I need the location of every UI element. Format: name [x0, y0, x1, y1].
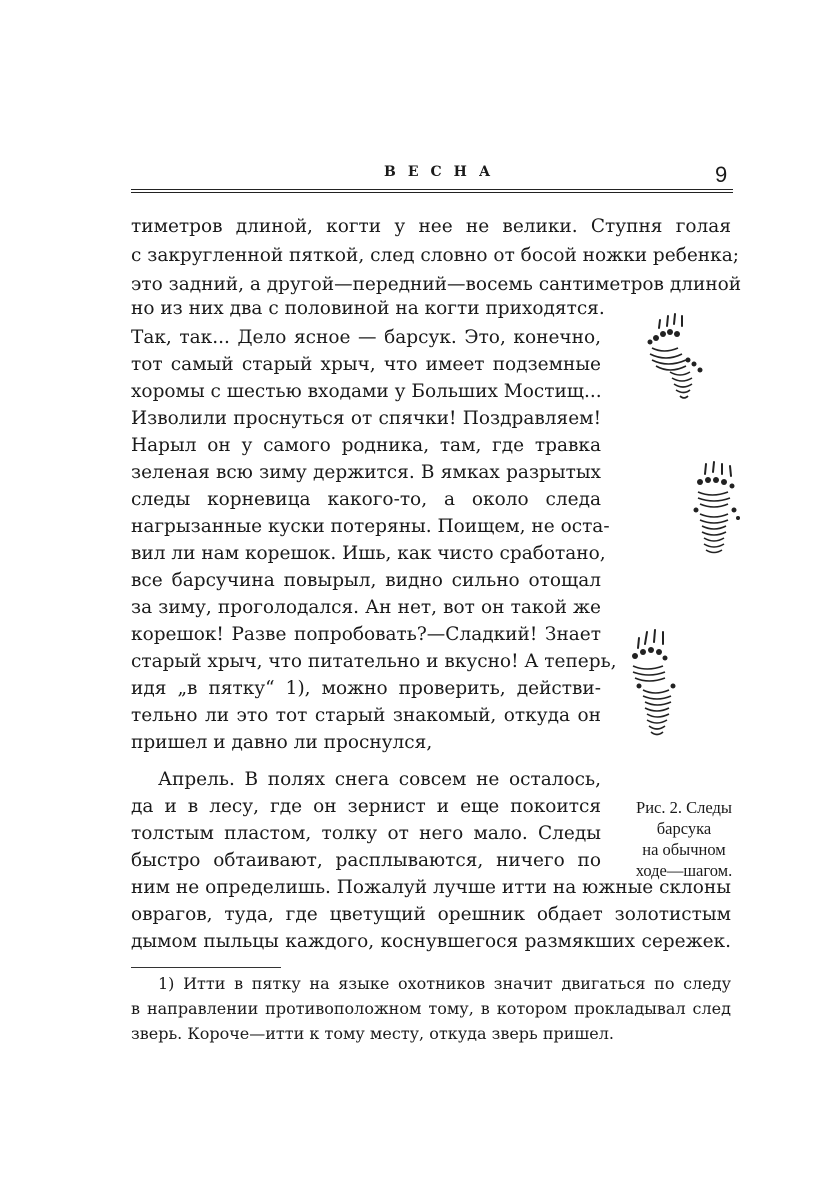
caption-line: ходе—шагом. — [635, 861, 733, 880]
page-number: 9 — [715, 162, 728, 187]
footnote-line: зверь. Короче—итти к тому месту, откуда зверь пришел. — [131, 1024, 614, 1043]
figure-caption — [618, 797, 750, 881]
text-line: но из них два с половиной на когти приходятся. — [131, 298, 605, 319]
text-line: тиметров длиной, когти у нее не велики. Ступня голая — [131, 216, 731, 237]
text-line: с закругленной пяткой, след словно от босой ножки ребенка; — [131, 245, 739, 266]
text-line: Изволили проснуться от спячки! Поздравляем! — [131, 408, 601, 429]
text-line: тот самый старый хрыч, что имеет подземные — [131, 354, 601, 375]
text-line: да и в лесу, где он зернист и еще покоится — [131, 796, 601, 817]
caption-line: на обычном — [642, 840, 726, 859]
caption-line: Рис. 2. Следы — [636, 798, 732, 817]
footnote-rule — [131, 967, 281, 968]
text-line: следы корневица какого-то, а около следа — [131, 489, 601, 510]
text-line: хоромы с шестью входами у Больших Мостищ... — [131, 381, 602, 402]
text-line: дымом пыльцы каждого, коснувшегося размякших сережек. — [131, 931, 731, 952]
text-line: пришел и давно ли проснулся, — [131, 732, 433, 753]
text-line: это задний, а другой—передний—восемь сантиметров длиной — [131, 274, 742, 295]
text-line: идя „в пятку“ 1), можно проверить, действи- — [131, 678, 601, 699]
text-line: Так, так... Дело ясное — барсук. Это, конечно, — [131, 327, 601, 348]
header-rule — [131, 189, 733, 193]
badger-track-2-icon — [686, 460, 746, 566]
text-line: оврагов, туда, где цветущий орешник обдает золотистым — [131, 904, 731, 925]
text-line: старый хрыч, что питательно и вкусно! А теперь, — [131, 651, 617, 672]
badger-track-3-icon — [625, 628, 695, 754]
footnote-line: 1) Итти в пятку на языке охотников значит двигаться по следу — [158, 974, 731, 993]
text-line: Апрель. В полях снега совсем не осталось, — [158, 769, 601, 790]
text-line: нагрызанные куски потеряны. Поищем, не оста- — [131, 516, 610, 537]
running-header: ВЕСНА — [384, 164, 503, 180]
text-line: за зиму, проголодался. Ан нет, вот он такой же — [131, 597, 601, 618]
text-line: зеленая всю зиму держится. В ямках разрытых — [131, 462, 601, 483]
footnote-line: в направлении противоположном тому, в котором прокладывал след — [131, 999, 731, 1018]
text-line: Нарыл он у самого родника, там, где травка — [131, 435, 601, 456]
text-line: быстро обтаивают, расплываются, ничего по — [131, 850, 601, 871]
text-line: все барсучина повырыл, видно сильно отощал — [131, 570, 601, 591]
text-line: тельно ли это тот старый знакомый, откуда он — [131, 705, 601, 726]
text-line: ним не определишь. Пожалуй лучше итти на южные склоны — [131, 877, 731, 898]
caption-line: барсука — [656, 819, 712, 838]
text-line: вил ли нам корешок. Ишь, как чисто сработано, — [131, 543, 606, 564]
text-line: корешок! Разве попробовать?—Сладкий! Знает — [131, 624, 601, 645]
text-line: толстым пластом, толку от него мало. Следы — [131, 823, 601, 844]
badger-track-1-icon — [638, 312, 718, 404]
